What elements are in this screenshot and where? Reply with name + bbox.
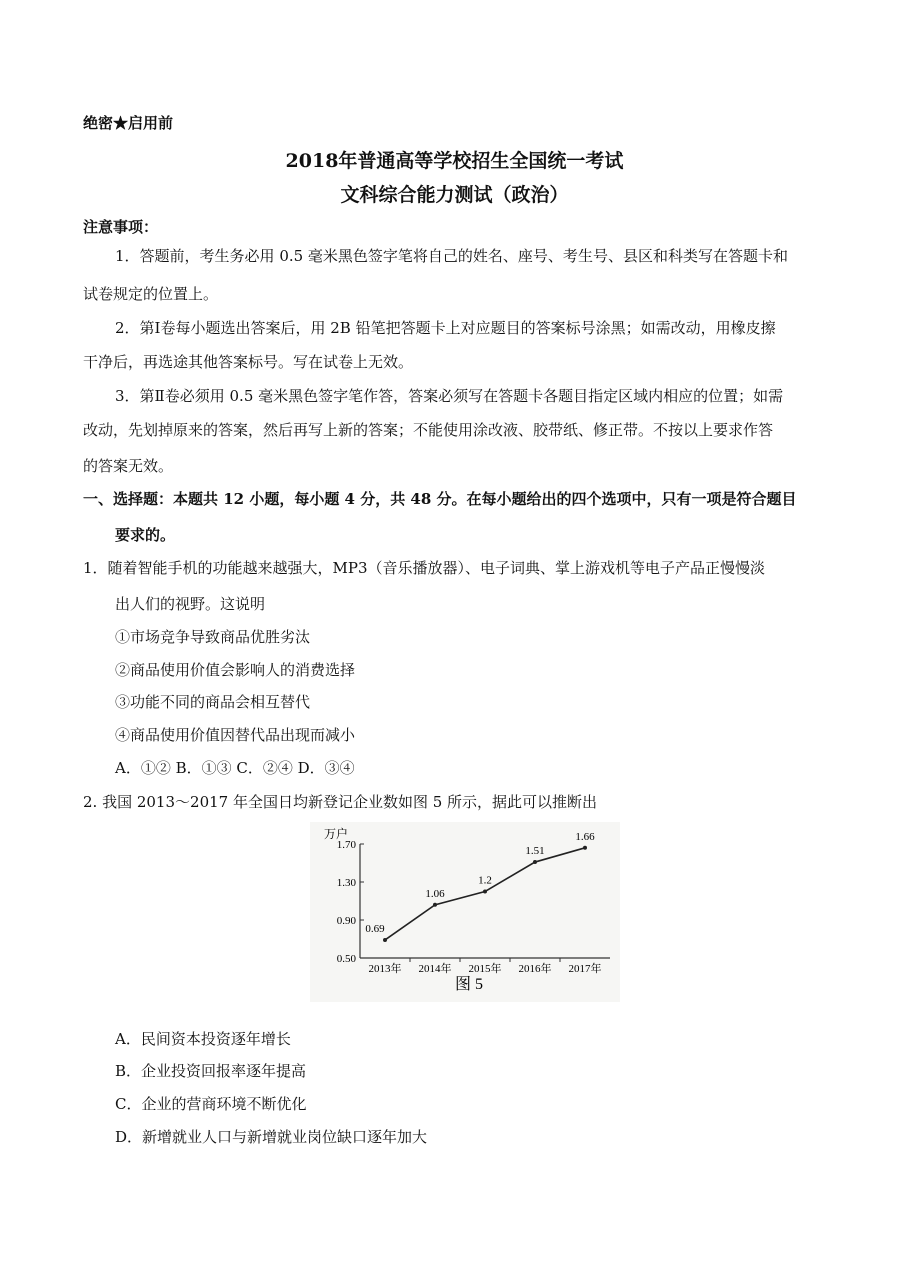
data-label: 1.66 — [575, 830, 595, 843]
x-tick-label: 2017年 — [568, 963, 602, 975]
data-point — [583, 846, 587, 850]
data-point — [483, 890, 487, 894]
q2-option-c: C．企业的营商环境不断优化 — [115, 1095, 307, 1113]
notice-item-1-line-2: 试卷规定的位置上。 — [83, 285, 219, 303]
data-label: 1.2 — [478, 874, 492, 887]
notice-item-3-line-1: 3．第Ⅱ卷必须用 0.5 毫米黑色签字笔作答，答案必须写在答题卡各题目指定区域内相应的位置；如需 — [115, 387, 784, 405]
section-1-heading: 一、选择题：本题共 12 小题，每小题 4 分，共 48 分。在每小题给出的四个选项中，只有一项是符合题目 — [83, 490, 797, 508]
q1-stem-line-1: 1．随着智能手机的功能越来越强大，MP3（音乐播放器）、电子词典、掌上游戏机等电子产品正慢慢淡 — [83, 559, 766, 577]
notice-item-3-line-3: 的答案无效。 — [83, 457, 174, 475]
chart-caption: 图 5 — [455, 976, 484, 993]
notice-heading: 注意事项： — [83, 218, 159, 236]
secret-label: 绝密★启用前 — [83, 114, 174, 132]
q1-option-2: ②商品使用价值会影响人的消费选择 — [115, 661, 356, 679]
y-tick-label: 1.30 — [336, 877, 356, 889]
data-point — [383, 938, 387, 942]
q2-option-a: A．民间资本投资逐年增长 — [115, 1030, 291, 1048]
y-tick-label: 1.70 — [336, 839, 356, 851]
notice-item-3-line-2: 改动，先划掉原来的答案，然后再写上新的答案；不能使用涂改液、胶带纸、修正带。不按以上要求作答 — [83, 421, 774, 439]
exam-subtitle: 文科综合能力测试（政治） — [340, 184, 569, 206]
q1-stem-line-2: 出人们的视野。这说明 — [115, 595, 266, 613]
data-label: 1.51 — [525, 845, 545, 858]
data-label: 0.69 — [365, 922, 385, 935]
x-tick-label: 2016年 — [518, 963, 552, 975]
data-label: 1.06 — [425, 887, 445, 900]
notice-item-2-line-2: 干净后，再选途其他答案标号。写在试卷上无效。 — [83, 353, 414, 371]
q1-option-3: ③功能不同的商品会相互替代 — [115, 693, 311, 711]
notice-item-1-line-1: 1．答题前，考生务必用 0.5 毫米黑色签字笔将自己的姓名、座号、考生号、县区和科类写在答题卡和 — [115, 247, 788, 265]
y-axis-unit-label: 万户 — [324, 827, 349, 841]
q1-choices: A．①② B．①③ C．②④ D．③④ — [115, 759, 355, 777]
x-tick-label: 2013年 — [368, 963, 402, 975]
q1-option-4: ④商品使用价值因替代品出现而减小 — [115, 726, 356, 744]
q2-option-b: B．企业投资回报率逐年提高 — [115, 1062, 307, 1080]
q2-stem: 2. 我国 2013～2017 年全国日均新登记企业数如图 5 所示，据此可以推断出 — [83, 793, 598, 811]
q2-option-d: D．新增就业人口与新增就业岗位缺口逐年加大 — [115, 1128, 428, 1146]
y-tick-label: 0.50 — [336, 953, 356, 965]
y-tick-label: 0.90 — [336, 915, 356, 927]
x-tick-label: 2015年 — [468, 963, 502, 975]
chart-background — [310, 822, 620, 1002]
data-point — [433, 903, 437, 907]
exam-title: 2018年普通高等学校招生全国统一考试 — [285, 150, 624, 172]
notice-item-2-line-1: 2．第Ⅰ卷每小题选出答案后，用 2B 铅笔把答题卡上对应题目的答案标号涂黑；如需改动，用橡皮擦 — [115, 319, 776, 337]
x-tick-label: 2014年 — [418, 963, 452, 975]
line-chart — [310, 822, 620, 1002]
q1-option-1: ①市场竞争导致商品优胜劣汰 — [115, 628, 311, 646]
section-1-heading-cont: 要求的。 — [115, 526, 176, 544]
data-point — [533, 860, 537, 864]
